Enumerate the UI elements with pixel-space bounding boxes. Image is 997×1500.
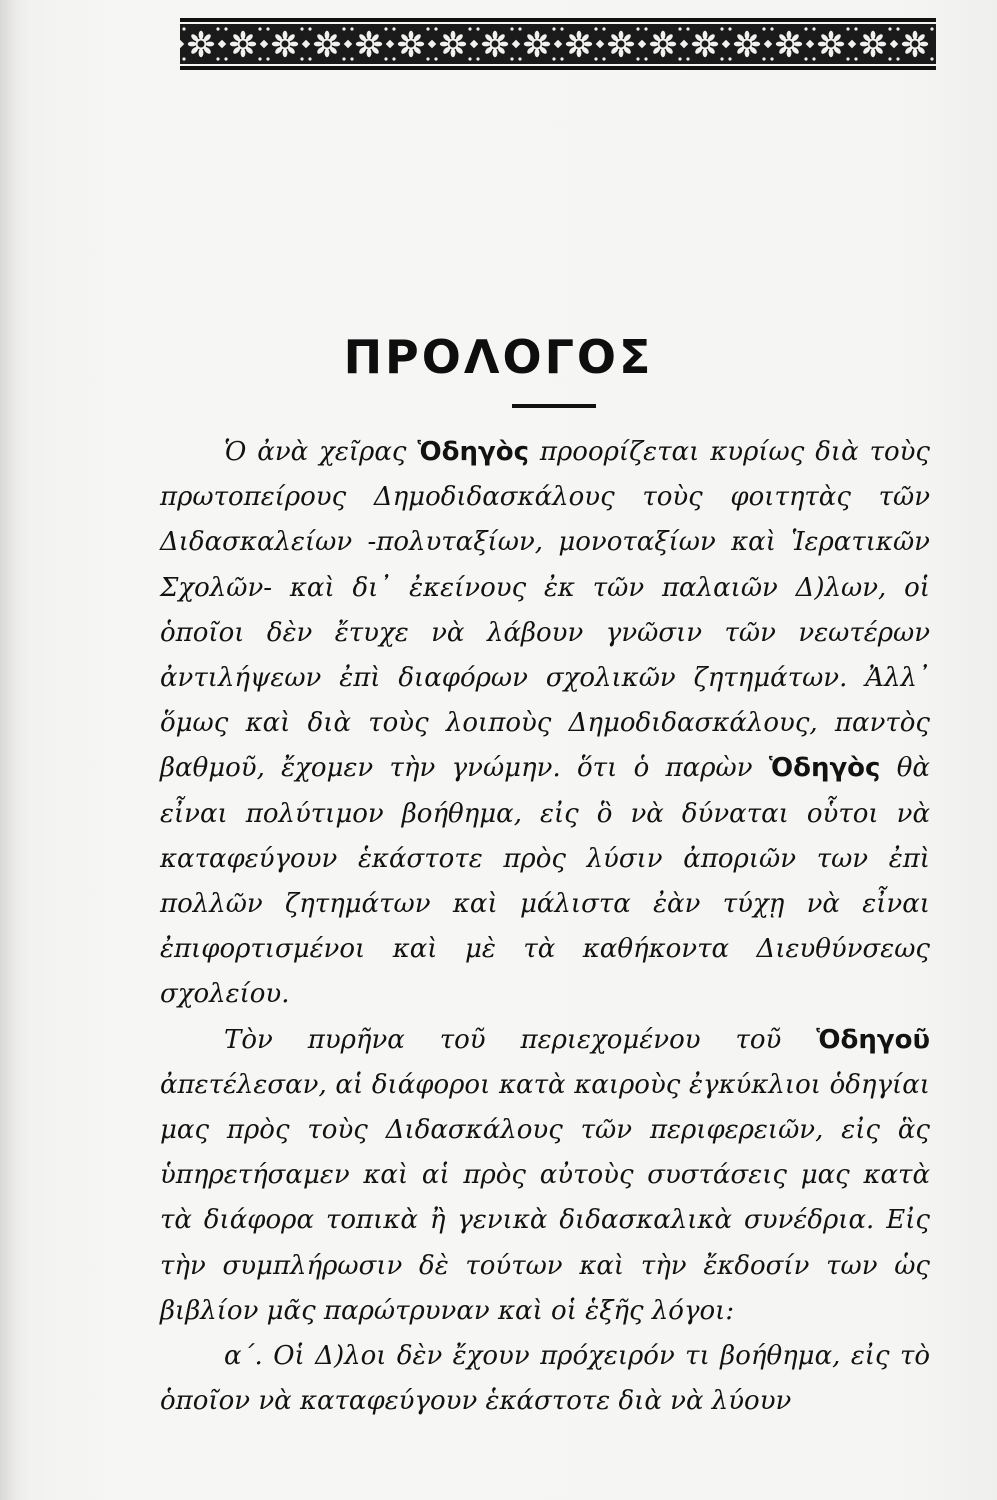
ornamental-header-border	[180, 16, 936, 72]
text-segment: Τὸν πυρῆνα τοῦ περιεχομένου τοῦ	[224, 1024, 817, 1055]
text-segment: προορίζεται κυρίως διὰ τοὺς πρωτοπείρους Δημοδιδασκάλους τοὺς φοιτητὰς τῶν Διδασκαλείων -πολυταξίων, μονοταξίων καὶ Ἱερατικῶν Σχολῶν- καὶ δι᾿ ἐκείνους ἐκ τῶν παλαιῶν Δ)λων, οἱ ὁποῖοι δὲν ἔτυχε νὰ λάβουν γνῶσιν τῶν νεωτέρων ἀντιλήψεων ἐπὶ διαφόρων σχολικῶν ζητημάτων. Ἀλλ᾿ ὅμως καὶ διὰ τοὺς λοιποὺς Δημοδιδασκάλους, παντὸς βαθμοῦ, ἔχομεν τὴν γνώμην. ὅτι ὁ παρὼν	[160, 437, 930, 784]
bold-term: Ὁδηγὸς	[417, 437, 529, 467]
text-segment: θὰ εἶναι πολύτιμον βοήθημα, εἰς ὃ νὰ δύναται οὗτοι νὰ καταφεύγουν ἑκάστοτε πρὸς λύσιν ἀποριῶν των ἐπὶ πολλῶν ζητημάτων καὶ μάλιστα ἐὰν τύχῃ νὰ εἶναι ἐπιφορτισμένοι καὶ μὲ τὰ καθήκοντα Διευθύνσεως σχολείου.	[160, 753, 930, 1010]
heading-underline	[512, 404, 596, 408]
page-heading: ΠΡΟΛΟΓΟΣ	[343, 330, 654, 384]
text-segment: Ὁ ἀνὰ χεῖρας	[224, 437, 418, 467]
paragraph-1	[160, 430, 930, 1018]
text-segment: ἀπετέλεσαν, αἱ διάφοροι κατὰ καιροὺς ἐγκύκλιοι ὁδηγίαι μας πρὸς τοὺς Διδασκάλους τῶν περιφερειῶν, εἰς ἃς ὑπηρετήσαμεν καὶ αἱ πρὸς αὐτοὺς συστάσεις μας κατὰ τὰ διάφορα τοπικὰ ἢ γενικὰ διδασκαλικὰ συνέδρια. Εἰς τὴν συμπλήρωσιν δὲ τούτων καὶ τὴν ἔκδοσίν των ὡς βιβλίον μᾶς παρώτρυναν καὶ οἱ ἑξῆς λόγοι:	[160, 1069, 930, 1326]
bold-term: Ὁδηγὸς	[768, 753, 881, 784]
bold-term: Ὁδηγοῦ	[816, 1024, 930, 1055]
text-segment: α΄. Οἱ Δ)λοι δὲν ἔχουν πρόχειρόν τι βοήθημα, εἰς τὸ ὁποῖον νὰ καταφεύγουν ἑκάστοτε διὰ νὰ λύουν	[160, 1341, 930, 1417]
page-spine-shadow	[0, 0, 16, 1500]
paragraph-3	[160, 1334, 930, 1424]
body-text	[160, 430, 930, 1424]
paragraph-2	[160, 1018, 930, 1334]
